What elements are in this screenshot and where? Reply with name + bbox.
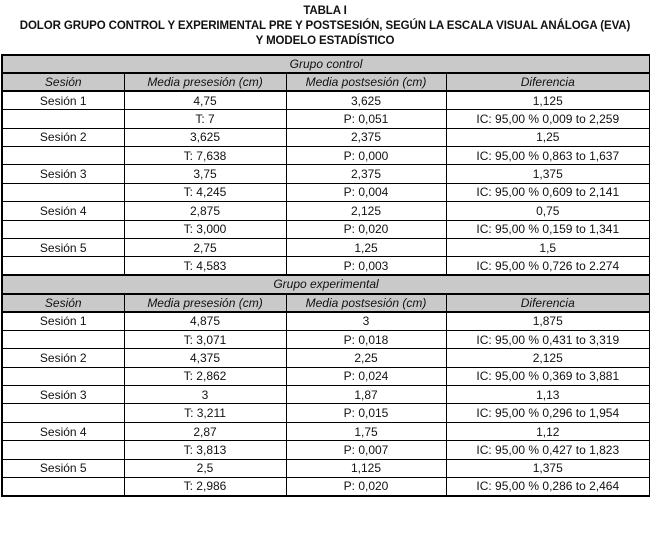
session-means-row	[2, 386, 650, 404]
p-value-cell: P: 0,020	[286, 478, 446, 496]
confidence-interval-cell: IC: 95,00 % 0,427 to 1,823	[446, 441, 650, 459]
session-label-cell: Sesión 4	[2, 202, 124, 220]
t-value-cell: T: 2,862	[124, 367, 286, 385]
p-value-cell: P: 0,003	[286, 257, 446, 275]
pre-mean-cell: 2,875	[124, 202, 286, 220]
column-header-row	[2, 73, 650, 91]
post-mean-cell: 3	[286, 312, 446, 330]
group-band-label: Grupo experimental	[2, 275, 650, 293]
session-means-row	[2, 165, 650, 183]
empty-cell	[2, 146, 124, 164]
t-value-cell: T: 7,638	[124, 146, 286, 164]
difference-cell: 1,375	[446, 165, 650, 183]
p-value-cell: P: 0,051	[286, 110, 446, 128]
session-stats-row	[2, 220, 650, 238]
empty-cell	[2, 220, 124, 238]
column-header: Media presesión (cm)	[124, 73, 286, 91]
confidence-interval-cell: IC: 95,00 % 0,369 to 3,881	[446, 367, 650, 385]
session-means-row	[2, 202, 650, 220]
confidence-interval-cell: IC: 95,00 % 0,009 to 2,259	[446, 110, 650, 128]
empty-cell	[2, 330, 124, 348]
confidence-interval-cell: IC: 95,00 % 0,159 to 1,341	[446, 220, 650, 238]
session-label-cell: Sesión 2	[2, 128, 124, 146]
session-stats-row	[2, 146, 650, 164]
session-means-row	[2, 128, 650, 146]
pre-mean-cell: 2,87	[124, 422, 286, 440]
session-means-row	[2, 422, 650, 440]
post-mean-cell: 2,375	[286, 165, 446, 183]
session-means-row	[2, 349, 650, 367]
session-label-cell: Sesión 1	[2, 91, 124, 109]
difference-cell: 1,25	[446, 128, 650, 146]
session-stats-row	[2, 441, 650, 459]
t-value-cell: T: 3,071	[124, 330, 286, 348]
stats-table-body	[2, 55, 650, 496]
group-band-row	[2, 55, 650, 73]
p-value-cell: P: 0,004	[286, 183, 446, 201]
stats-table	[1, 54, 650, 497]
session-label-cell: Sesión 3	[2, 386, 124, 404]
column-header: Diferencia	[446, 73, 650, 91]
empty-cell	[2, 257, 124, 275]
pre-mean-cell: 4,375	[124, 349, 286, 367]
empty-cell	[2, 441, 124, 459]
difference-cell: 1,13	[446, 386, 650, 404]
pre-mean-cell: 3	[124, 386, 286, 404]
post-mean-cell: 1,87	[286, 386, 446, 404]
session-means-row	[2, 238, 650, 256]
pre-mean-cell: 3,75	[124, 165, 286, 183]
difference-cell: 1,125	[446, 91, 650, 109]
session-label-cell: Sesión 4	[2, 422, 124, 440]
session-label-cell: Sesión 5	[2, 459, 124, 477]
confidence-interval-cell: IC: 95,00 % 0,431 to 3,319	[446, 330, 650, 348]
difference-cell: 2,125	[446, 349, 650, 367]
group-band-label: Grupo control	[2, 55, 650, 73]
post-mean-cell: 2,25	[286, 349, 446, 367]
difference-cell: 1,875	[446, 312, 650, 330]
post-mean-cell: 2,125	[286, 202, 446, 220]
column-header: Sesión	[2, 73, 124, 91]
p-value-cell: P: 0,024	[286, 367, 446, 385]
p-value-cell: P: 0,020	[286, 220, 446, 238]
post-mean-cell: 1,75	[286, 422, 446, 440]
column-header: Media postsesión (cm)	[286, 73, 446, 91]
pre-mean-cell: 2,5	[124, 459, 286, 477]
session-stats-row	[2, 257, 650, 275]
pre-mean-cell: 4,875	[124, 312, 286, 330]
session-means-row	[2, 459, 650, 477]
post-mean-cell: 3,625	[286, 91, 446, 109]
empty-cell	[2, 110, 124, 128]
table-caption: TABLA I	[303, 5, 347, 17]
post-mean-cell: 1,125	[286, 459, 446, 477]
session-stats-row	[2, 478, 650, 496]
t-value-cell: T: 2,986	[124, 478, 286, 496]
confidence-interval-cell: IC: 95,00 % 0,296 to 1,954	[446, 404, 650, 422]
column-header: Diferencia	[446, 294, 650, 312]
confidence-interval-cell: IC: 95,00 % 0,863 to 1,637	[446, 146, 650, 164]
session-stats-row	[2, 183, 650, 201]
column-header: Media postsesión (cm)	[286, 294, 446, 312]
t-value-cell: T: 3,211	[124, 404, 286, 422]
p-value-cell: P: 0,007	[286, 441, 446, 459]
post-mean-cell: 1,25	[286, 238, 446, 256]
p-value-cell: P: 0,000	[286, 146, 446, 164]
confidence-interval-cell: IC: 95,00 % 0,726 to 2.274	[446, 257, 650, 275]
empty-cell	[2, 183, 124, 201]
difference-cell: 1,5	[446, 238, 650, 256]
pre-mean-cell: 2,75	[124, 238, 286, 256]
empty-cell	[2, 404, 124, 422]
table-title-line-1: DOLOR GRUPO CONTROL Y EXPERIMENTAL PRE Y POSTSESIÓN, SEGÚN LA ESCALA VISUAL ANÁLOGA (EVA)	[19, 20, 631, 33]
p-value-cell: P: 0,018	[286, 330, 446, 348]
empty-cell	[2, 478, 124, 496]
difference-cell: 0,75	[446, 202, 650, 220]
session-label-cell: Sesión 5	[2, 238, 124, 256]
p-value-cell: P: 0,015	[286, 404, 446, 422]
group-band-row	[2, 275, 650, 293]
session-stats-row	[2, 404, 650, 422]
pre-mean-cell: 4,75	[124, 91, 286, 109]
table-title	[0, 0, 650, 50]
difference-cell: 1,375	[446, 459, 650, 477]
column-header: Media presesión (cm)	[124, 294, 286, 312]
t-value-cell: T: 3,813	[124, 441, 286, 459]
t-value-cell: T: 4,583	[124, 257, 286, 275]
t-value-cell: T: 7	[124, 110, 286, 128]
pre-mean-cell: 3,625	[124, 128, 286, 146]
confidence-interval-cell: IC: 95,00 % 0,609 to 2,141	[446, 183, 650, 201]
session-label-cell: Sesión 3	[2, 165, 124, 183]
session-label-cell: Sesión 1	[2, 312, 124, 330]
session-stats-row	[2, 110, 650, 128]
difference-cell: 1,12	[446, 422, 650, 440]
confidence-interval-cell: IC: 95,00 % 0,286 to 2,464	[446, 478, 650, 496]
column-header: Sesión	[2, 294, 124, 312]
table-title-line-2: Y MODELO ESTADÍSTICO	[255, 35, 395, 48]
session-stats-row	[2, 367, 650, 385]
empty-cell	[2, 367, 124, 385]
post-mean-cell: 2,375	[286, 128, 446, 146]
session-label-cell: Sesión 2	[2, 349, 124, 367]
t-value-cell: T: 4,245	[124, 183, 286, 201]
session-means-row	[2, 312, 650, 330]
column-header-row	[2, 294, 650, 312]
session-means-row	[2, 91, 650, 109]
t-value-cell: T: 3,000	[124, 220, 286, 238]
session-stats-row	[2, 330, 650, 348]
